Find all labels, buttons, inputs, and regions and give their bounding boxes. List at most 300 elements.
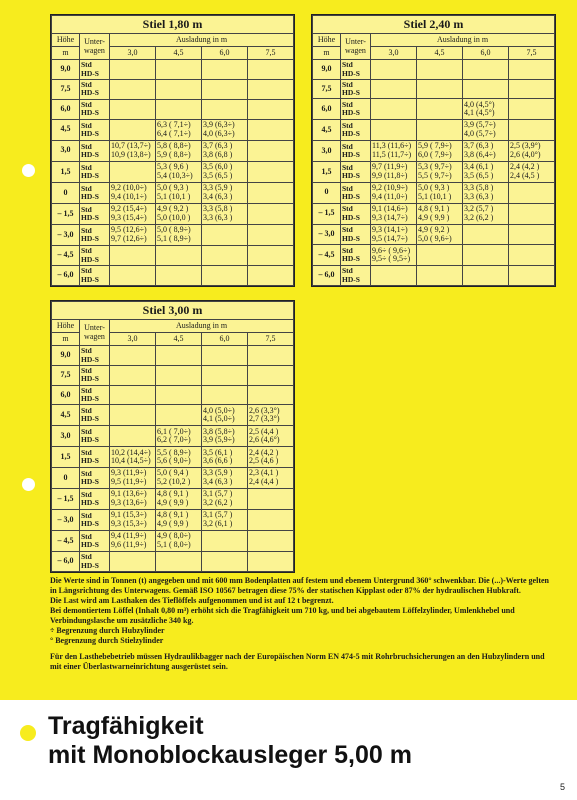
value-cell [202, 426, 248, 447]
value-cell [509, 79, 555, 99]
note-bucket: Bei demontiertem Löffel (Inhalt 0,80 m³) erhöht sich die Tragfähigkeit um 710 kg, und bei abgebautem Löffelzylinder, Umlenkhebel und Verbindungslasche um zusätzliche 340 kg. [50, 606, 515, 625]
value-cell [110, 405, 156, 426]
table-row [313, 162, 555, 183]
value-std: 9,1 (13,6÷) [111, 489, 147, 499]
value-cell [509, 141, 555, 162]
value-cell [110, 510, 156, 531]
col-header-radius: 7,5 [248, 47, 294, 60]
value-cell [371, 203, 417, 224]
value-hds: 3,4 (6,3 ) [203, 191, 233, 201]
value-cell [248, 225, 294, 246]
value-cell [110, 161, 156, 182]
value-cell [417, 203, 463, 224]
value-hds: 5,1 (10,1 ) [418, 191, 452, 201]
col-header-ausladung: Ausladung in m [110, 34, 294, 47]
value-std: 10,2 (14,4÷) [111, 447, 151, 457]
height-cell: 4,5 [52, 119, 80, 140]
value-cell [110, 552, 156, 572]
table-row [313, 120, 555, 141]
value-cell [371, 120, 417, 141]
value-cell [248, 468, 294, 489]
value-cell [110, 140, 156, 161]
value-hds: 4,9 ( 9,9 ) [157, 498, 189, 508]
undercarriage-cell: Std HD-S [80, 80, 110, 100]
table-row [52, 119, 294, 140]
value-cell [156, 426, 202, 447]
value-hds: 5,5 ( 9,7÷) [418, 170, 452, 180]
value-hds: 6,4 ( 7,1÷) [157, 128, 191, 138]
value-hds: 10,9 (13,8÷) [111, 149, 151, 159]
value-std: 9,4 (11,9÷) [111, 531, 147, 541]
height-cell: 6,0 [313, 99, 341, 120]
value-cell [463, 162, 509, 183]
value-std: 3,9 (6,3÷) [203, 119, 235, 129]
value-cell [110, 266, 156, 286]
value-hds: 11,5 (11,7÷) [372, 150, 412, 160]
value-cell [417, 182, 463, 203]
value-cell [417, 245, 463, 266]
value-cell [463, 99, 509, 120]
value-hds: 3,3 (6,3 ) [203, 213, 233, 223]
value-cell [248, 552, 294, 572]
note-norm: Für den Lasthebebetrieb müssen Hydraulikbagger nach der Europäischen Norm EN 474-5 mit Rohrbruchsicherungen an den Hubzylindern und mit einer Überlastwarneinrichtung ausgerüstet sein. [50, 652, 545, 671]
value-cell [371, 60, 417, 80]
value-std: 9,2 (10,0÷) [111, 183, 147, 193]
value-cell [248, 447, 294, 468]
value-hds: 5,9 ( 8,8÷) [157, 149, 191, 159]
col-header-hoehe: Höhe [313, 34, 341, 47]
notes [50, 576, 550, 672]
value-std: 10,7 (13,7÷) [111, 141, 151, 151]
note-values: Die Werte sind in Tonnen (t) angegeben und mit 600 mm Bodenplatten auf festem und ebenem Untergrund 360° schwenkbar. Die (...)-Werte gelten in Längsrichtung des Unterwagens. Gemäß ISO 10567 betragen diese 75% der statischen Kipplast oder 87% der hydraulischen Hubkraft. [50, 576, 549, 595]
undercarriage-cell: Std HD-S [341, 60, 371, 80]
height-cell: 0 [52, 468, 80, 489]
undercarriage-cell: Std HD-S [80, 552, 110, 572]
height-cell: 9,0 [313, 60, 341, 80]
value-cell [110, 99, 156, 119]
value-cell [509, 224, 555, 245]
value-cell [202, 204, 248, 225]
height-cell: – 3,0 [52, 510, 80, 531]
col-header-hoehe: Höhe [52, 320, 80, 333]
value-cell [463, 60, 509, 80]
value-cell [417, 120, 463, 141]
value-std: 3,1 (5,7 ) [203, 489, 233, 499]
value-cell [371, 224, 417, 245]
undercarriage-cell: Std HD-S [80, 161, 110, 182]
value-cell [110, 246, 156, 266]
col-header-hoehe: Höhe [52, 34, 80, 47]
value-std: 2,3 (4,1 ) [249, 468, 279, 478]
value-std: 5,0 ( 9,3 ) [157, 183, 189, 193]
value-cell [202, 161, 248, 182]
value-cell [156, 80, 202, 100]
value-cell [110, 447, 156, 468]
value-std: 3,1 (5,7 ) [203, 510, 233, 520]
value-cell [248, 99, 294, 119]
value-std: 4,9 ( 9,2 ) [418, 224, 450, 234]
value-hds: 3,3 (6,3 ) [464, 191, 494, 201]
height-cell: – 4,5 [52, 531, 80, 552]
col-header-unit: m [52, 333, 80, 346]
value-hds: 9,4 (11,0÷) [372, 191, 408, 201]
value-cell [463, 120, 509, 141]
value-cell [202, 140, 248, 161]
value-cell [156, 99, 202, 119]
col-header-radius: 6,0 [463, 47, 509, 60]
undercarriage-cell: Std HD-S [80, 447, 110, 468]
value-std: 2,5 (4,4 ) [249, 426, 279, 436]
value-std: 9,2 (10,9÷) [372, 183, 408, 192]
table-row [313, 203, 555, 224]
value-cell [509, 60, 555, 80]
undercarriage-cell: Std HD-S [80, 489, 110, 510]
height-cell: 7,5 [52, 365, 80, 385]
value-cell [248, 60, 294, 80]
undercarriage-cell: Std HD-S [80, 99, 110, 119]
value-cell [417, 60, 463, 80]
value-cell [371, 79, 417, 99]
undercarriage-cell: Std HD-S [80, 365, 110, 385]
value-cell [156, 140, 202, 161]
undercarriage-cell: Std HD-S [80, 182, 110, 203]
value-cell [202, 405, 248, 426]
table-row [313, 224, 555, 245]
legend-hubzylinder: ÷ Begrenzung durch Hubzylinder [50, 626, 165, 635]
value-cell [509, 203, 555, 224]
value-hds: 5,1 ( 8,9÷) [157, 234, 191, 244]
value-hds: 3,9 (5,9÷) [203, 435, 235, 445]
value-cell [156, 489, 202, 510]
value-std: 2,6 (3,3°) [249, 405, 280, 415]
value-cell [202, 119, 248, 140]
value-hds: 5,0 ( 9,6÷) [418, 233, 452, 243]
table-row [52, 99, 294, 119]
value-hds: 4,1 (4,5°) [464, 108, 495, 118]
value-cell [110, 426, 156, 447]
value-std: 9,5 (12,6÷) [111, 225, 147, 235]
value-std: 3,3 (5,9 ) [203, 468, 233, 478]
value-cell [509, 99, 555, 120]
value-std: 3,8 (5,8÷) [203, 426, 235, 436]
value-cell [202, 531, 248, 552]
col-header-unit: m [52, 47, 80, 60]
value-cell [156, 552, 202, 572]
table-row [313, 141, 555, 162]
punch-hole-bottom [22, 478, 35, 491]
table-row [313, 79, 555, 99]
height-cell: – 4,5 [52, 246, 80, 266]
value-std: 5,9 ( 7,9÷) [418, 141, 452, 151]
value-hds: 5,1 (10,1 ) [157, 191, 191, 201]
value-hds: 6,0 ( 7,9÷) [418, 150, 452, 160]
table-row [313, 245, 555, 266]
value-cell [202, 552, 248, 572]
value-cell [248, 161, 294, 182]
value-cell [417, 266, 463, 286]
value-cell [463, 224, 509, 245]
value-cell [110, 80, 156, 100]
table-row [52, 161, 294, 182]
value-cell [156, 161, 202, 182]
undercarriage-cell: Std HD-S [80, 225, 110, 246]
value-hds: 4,0 (5,7÷) [464, 129, 496, 139]
table-row [52, 266, 294, 286]
value-hds: 9,9 (11,8÷) [372, 170, 408, 180]
value-std: 4,8 ( 9,1 ) [418, 203, 450, 213]
value-cell [202, 80, 248, 100]
value-hds: 10,4 (14,5÷) [111, 456, 151, 466]
value-cell [509, 182, 555, 203]
value-std: 6,1 ( 7,0÷) [157, 426, 191, 436]
value-cell [110, 182, 156, 203]
table-title: Stiel 2,40 m [313, 16, 555, 34]
value-cell [417, 141, 463, 162]
value-cell [248, 204, 294, 225]
value-hds: 5,1 ( 8,0÷) [157, 540, 191, 550]
undercarriage-cell: Std HD-S [341, 266, 371, 286]
undercarriage-cell: Std HD-S [80, 60, 110, 80]
note-load-limit: Die Last wird am Lasthaken des Tieflöffels aufgenommen und ist auf 12 t begrenzt. [50, 596, 334, 605]
value-std: 5,0 ( 9,3 ) [418, 183, 450, 192]
table-row [52, 447, 294, 468]
table-row [313, 60, 555, 80]
undercarriage-cell: Std HD-S [80, 119, 110, 140]
table-row [52, 468, 294, 489]
undercarriage-cell: Std HD-S [80, 405, 110, 426]
height-cell: 3,0 [52, 426, 80, 447]
value-cell [202, 447, 248, 468]
col-header-radius: 6,0 [202, 47, 248, 60]
table-row [52, 246, 294, 266]
value-std: 5,8 ( 8,8÷) [157, 141, 191, 151]
value-cell [156, 468, 202, 489]
value-std: 5,3 ( 9,7÷) [418, 162, 452, 172]
value-cell [248, 489, 294, 510]
height-cell: 7,5 [313, 79, 341, 99]
col-header-radius: 4,5 [417, 47, 463, 60]
value-std: 4,0 (5,0÷) [203, 405, 235, 415]
load-table [51, 301, 294, 572]
value-cell [156, 60, 202, 80]
value-std: 4,9 ( 9,2 ) [157, 204, 189, 214]
undercarriage-cell: Std HD-S [80, 204, 110, 225]
col-header-radius: 7,5 [509, 47, 555, 60]
value-cell [248, 426, 294, 447]
value-cell [509, 162, 555, 183]
undercarriage-cell: Std HD-S [341, 203, 371, 224]
heading-line-2: mit Monoblockausleger 5,00 m [48, 741, 412, 769]
height-cell: 6,0 [52, 385, 80, 405]
table-row [52, 140, 294, 161]
value-hds: 9,5÷ ( 9,5÷) [372, 254, 411, 264]
undercarriage-cell: Std HD-S [341, 79, 371, 99]
value-cell [248, 182, 294, 203]
table-stiel-2-40 [311, 14, 556, 287]
value-cell [156, 204, 202, 225]
col-header-radius: 3,0 [371, 47, 417, 60]
table-stiel-1-80 [50, 14, 295, 287]
value-hds: 5,4 (10,3÷) [157, 170, 193, 180]
value-hds: 5,6 ( 9,0÷) [157, 456, 191, 466]
value-cell [248, 365, 294, 385]
height-cell: 1,5 [313, 162, 341, 183]
value-hds: 3,8 (6,4÷) [464, 150, 496, 160]
value-std: 9,2 (15,4÷) [111, 204, 147, 214]
undercarriage-cell: Std HD-S [80, 266, 110, 286]
table-row [313, 182, 555, 203]
height-cell: 0 [313, 182, 341, 203]
value-hds: 9,5 (11,9÷) [111, 477, 147, 487]
table-row [52, 204, 294, 225]
table-row [52, 552, 294, 572]
value-hds: 2,6 (4,6°) [249, 435, 280, 445]
value-hds: 3,6 (6,6 ) [203, 456, 233, 466]
value-cell [202, 99, 248, 119]
value-std: 2,5 (3,9°) [510, 141, 541, 151]
value-cell [463, 141, 509, 162]
height-cell: 1,5 [52, 447, 80, 468]
undercarriage-cell: Std HD-S [80, 140, 110, 161]
table-row [52, 80, 294, 100]
value-hds: 9,3 (15,4÷) [111, 213, 147, 223]
value-cell [110, 204, 156, 225]
value-hds: 4,9 ( 9,9 ) [157, 519, 189, 529]
value-std: 9,7 (11,9÷) [372, 162, 408, 172]
value-cell [156, 510, 202, 531]
value-cell [417, 99, 463, 120]
undercarriage-cell: Std HD-S [341, 245, 371, 266]
col-header-ausladung: Ausladung in m [371, 34, 555, 47]
value-cell [156, 225, 202, 246]
value-hds: 4,1 (5,0÷) [203, 414, 235, 424]
height-cell: – 1,5 [52, 489, 80, 510]
value-std: 9,3 (11,9÷) [111, 468, 147, 478]
table-stiel-3-00 [50, 300, 295, 573]
value-cell [248, 140, 294, 161]
value-cell [509, 266, 555, 286]
value-cell [202, 510, 248, 531]
value-std: 2,4 (4,2 ) [510, 162, 540, 172]
col-header-radius: 3,0 [110, 47, 156, 60]
height-cell: – 3,0 [313, 224, 341, 245]
value-cell [248, 80, 294, 100]
table-title: Stiel 3,00 m [52, 302, 294, 320]
value-std: 5,5 ( 8,9÷) [157, 447, 191, 457]
col-header-unterwagen: Unter- wagen [80, 34, 110, 60]
height-cell: 6,0 [52, 99, 80, 119]
value-cell [248, 346, 294, 366]
value-cell [248, 531, 294, 552]
value-hds: 2,7 (3,3°) [249, 414, 280, 424]
table-row [52, 182, 294, 203]
undercarriage-cell: Std HD-S [341, 162, 371, 183]
table-row [313, 266, 555, 286]
height-cell: – 3,0 [52, 225, 80, 246]
load-table [312, 15, 555, 286]
height-cell: – 6,0 [52, 552, 80, 572]
col-header-radius: 7,5 [248, 333, 294, 346]
height-cell: 3,0 [313, 141, 341, 162]
table-row [52, 346, 294, 366]
value-cell [417, 162, 463, 183]
undercarriage-cell: Std HD-S [80, 468, 110, 489]
value-cell [110, 346, 156, 366]
value-cell [202, 365, 248, 385]
value-std: 3,3 (5,8 ) [203, 204, 233, 214]
value-hds: 2,6 (4,0°) [510, 150, 541, 160]
legend-stielzylinder: ° Begrenzung durch Stielzylinder [50, 636, 164, 645]
undercarriage-cell: Std HD-S [341, 224, 371, 245]
page-heading [48, 712, 412, 770]
value-std: 5,3 ( 9,6 ) [157, 162, 189, 172]
value-cell [202, 182, 248, 203]
value-std: 4,9 ( 8,0÷) [157, 531, 191, 541]
page-number: 5 [559, 782, 565, 792]
value-std: 5,0 ( 9,4 ) [157, 468, 189, 478]
value-cell [156, 119, 202, 140]
value-cell [463, 266, 509, 286]
value-hds: 3,2 (6,2 ) [464, 212, 494, 222]
value-hds: 5,0 (10,0 ) [157, 213, 191, 223]
value-hds: 9,7 (12,6÷) [111, 234, 147, 244]
value-std: 11,3 (11,6÷) [372, 141, 412, 151]
table-row [52, 489, 294, 510]
undercarriage-cell: Std HD-S [80, 510, 110, 531]
heading-line-1: Tragfähigkeit [48, 712, 204, 740]
value-cell [156, 531, 202, 552]
undercarriage-cell: Std HD-S [80, 246, 110, 266]
value-hds: 9,5 (14,7÷) [372, 233, 408, 243]
value-cell [463, 245, 509, 266]
value-cell [202, 246, 248, 266]
table-row [52, 60, 294, 80]
height-cell: – 6,0 [52, 266, 80, 286]
col-header-radius: 4,5 [156, 333, 202, 346]
value-std: 9,6÷ ( 9,6÷) [372, 245, 411, 255]
table-title: Stiel 1,80 m [52, 16, 294, 34]
value-cell [202, 489, 248, 510]
height-cell: 3,0 [52, 140, 80, 161]
bullet-dot [20, 725, 36, 741]
value-cell [156, 447, 202, 468]
height-cell: 0 [52, 182, 80, 203]
punch-hole-top [22, 164, 35, 177]
value-cell [110, 119, 156, 140]
value-cell [156, 182, 202, 203]
undercarriage-cell: Std HD-S [80, 346, 110, 366]
height-cell: – 1,5 [52, 204, 80, 225]
value-std: 5,0 ( 8,9÷) [157, 225, 191, 235]
value-cell [248, 119, 294, 140]
value-cell [110, 531, 156, 552]
height-cell: – 4,5 [313, 245, 341, 266]
value-std: 9,3 (14,1÷) [372, 224, 408, 234]
value-cell [248, 510, 294, 531]
value-hds: 4,0 (6,3÷) [203, 128, 235, 138]
value-std: 3,3 (5,8 ) [464, 183, 494, 192]
height-cell: 4,5 [313, 120, 341, 141]
table-row [52, 426, 294, 447]
value-cell [156, 346, 202, 366]
value-cell [248, 385, 294, 405]
value-hds: 9,3 (13,6÷) [111, 498, 147, 508]
col-header-radius: 6,0 [202, 333, 248, 346]
value-cell [371, 245, 417, 266]
value-cell [463, 203, 509, 224]
value-cell [463, 182, 509, 203]
undercarriage-cell: Std HD-S [80, 531, 110, 552]
